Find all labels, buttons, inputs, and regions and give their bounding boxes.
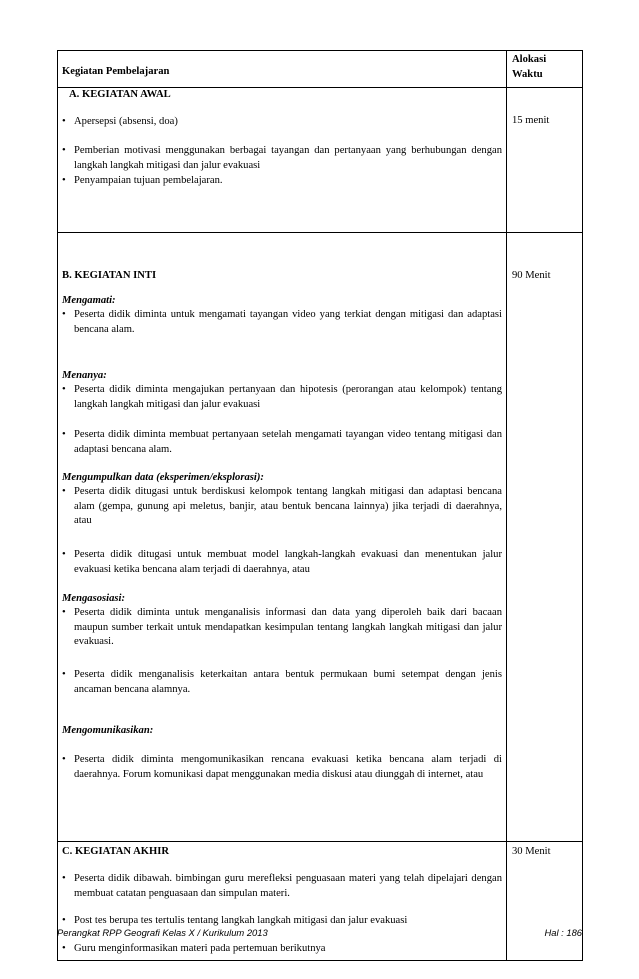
header-time-line1: Alokasi <box>512 54 547 65</box>
section-heading-awal: A. KEGIATAN AWAL <box>69 89 171 100</box>
subheading-mengumpulkan-data: Mengumpulkan data (eksperimen/eksplorasi): <box>62 472 264 483</box>
list-item: • Peserta didik ditugasi untuk membuat model langkah-langkah evakuasi dan menentukan jalur evakuasi ketika bencana alam terjadi di daerahnya, atau <box>62 549 502 575</box>
list-item: • Guru menginformasikan materi pada pertemuan berikutnya <box>62 942 502 957</box>
list-item: • Peserta didik diminta untuk mengamati tayangan video yang terkiat dengan mitigasi dan adaptasi bencana alam. <box>62 309 502 335</box>
list-item: • Peserta didik diminta membuat pertanyaan setelah mengamati tayangan video tentang mitigasi dan adaptasi bencana alam. <box>62 429 502 455</box>
subheading-menanya: Menanya: <box>62 370 107 381</box>
bullet-icon: • <box>62 873 66 884</box>
bullet-icon: • <box>62 309 66 320</box>
subheading-mengasosiasi: Mengasosiasi: <box>62 593 125 604</box>
awal-content-cell <box>58 88 507 233</box>
inti-content-cell <box>58 233 507 842</box>
akhir-time-cell <box>507 842 583 961</box>
bullet-icon: • <box>62 145 66 156</box>
list-item: • Peserta didik menganalisis keterkaitan antara bentuk permukaan bumi setempat dengan jenis ancaman bencana alamnya. <box>62 669 502 695</box>
footer-document-title: Perangkat RPP Geografi Kelas X / Kurikulum 2013 <box>57 927 268 938</box>
time-value-inti: 90 Menit <box>512 270 551 281</box>
list-item: • Peserta didik dibawah. bimbingan guru merefleksi penguasaan materi yang telah dipelajari dengan membuat catatan penguasaan dan simpulan materi. <box>62 873 502 899</box>
bullet-icon: • <box>62 384 66 395</box>
list-item: • Peserta didik ditugasi untuk berdiskusi kelompok tentang langkah mitigasi dan adaptasi bencana alam (gempa, gunung api meletus, banjir, atau bentuk bencana lainnya) jika terjadi di daerahnya, atau <box>62 486 502 526</box>
bullet-icon: • <box>62 669 66 680</box>
bullet-icon: • <box>62 549 66 560</box>
list-item: • Peserta didik diminta untuk menganalisis informasi dan data yang diperoleh baik dari bacaan maupun sumber terkait untuk mendapatkan kesimpulan tentang langkah langkah mitigasi dan jalur evakuasi. <box>62 607 502 647</box>
time-value-awal: 15 menit <box>512 115 550 126</box>
list-item: • Penyampaian tujuan pembelajaran. <box>62 174 502 189</box>
awal-time-cell <box>507 88 583 233</box>
akhir-content-cell <box>58 842 507 961</box>
header-time-cell <box>507 51 583 88</box>
inti-time-cell <box>507 233 583 842</box>
section-heading-inti: B. KEGIATAN INTI <box>62 270 157 281</box>
table-header-row <box>58 51 583 88</box>
subheading-mengamati: Mengamati: <box>62 295 116 306</box>
header-time-line2: Waktu <box>512 68 543 80</box>
bullet-icon: • <box>62 607 66 618</box>
header-time-label <box>512 53 546 82</box>
list-item: • Peserta didik diminta mengajukan pertanyaan dan hipotesis (perorangan atau kelompok) tentang langkah langkah mitigasi dan jalur evakuasi <box>62 384 502 410</box>
list-item: • Apersepsi (absensi, doa) <box>62 115 502 130</box>
list-item: • Pemberian motivasi menggunakan berbagai tayangan dan pertanyaan yang berhubungan dengan langkah langkah mitigasi dan jalur evakuasi <box>62 145 502 171</box>
bullet-icon: • <box>62 429 66 440</box>
list-item: • Post tes berupa tes tertulis tentang langkah langkah mitigasi dan jalur evakuasi <box>62 914 502 929</box>
lesson-activity-table <box>57 50 583 961</box>
bullet-icon: • <box>62 175 66 186</box>
subheading-mengomunikasikan: Mengomunikasikan: <box>62 725 154 736</box>
table-row-akhir <box>58 842 583 961</box>
bullet-icon: • <box>62 116 66 127</box>
footer-page-number: Hal : 186 <box>544 927 582 938</box>
bullet-icon: • <box>62 915 66 926</box>
table-row-awal <box>58 88 583 233</box>
bullet-icon: • <box>62 943 66 954</box>
header-activity-cell <box>58 51 507 88</box>
bullet-icon: • <box>62 486 66 497</box>
list-item: • Peserta didik diminta mengomunikasikan rencana evakuasi ketika bencana alam terjadi di daerahnya. Forum komunikasi dapat menggunakan media diskusi atau diunggah di internet, atau <box>62 754 502 780</box>
time-value-akhir: 30 Menit <box>512 846 551 857</box>
header-activity-label: Kegiatan Pembelajaran <box>62 66 170 77</box>
section-heading-akhir: C. KEGIATAN AKHIR <box>62 846 170 857</box>
bullet-icon: • <box>62 754 66 765</box>
table-row-inti <box>58 233 583 842</box>
